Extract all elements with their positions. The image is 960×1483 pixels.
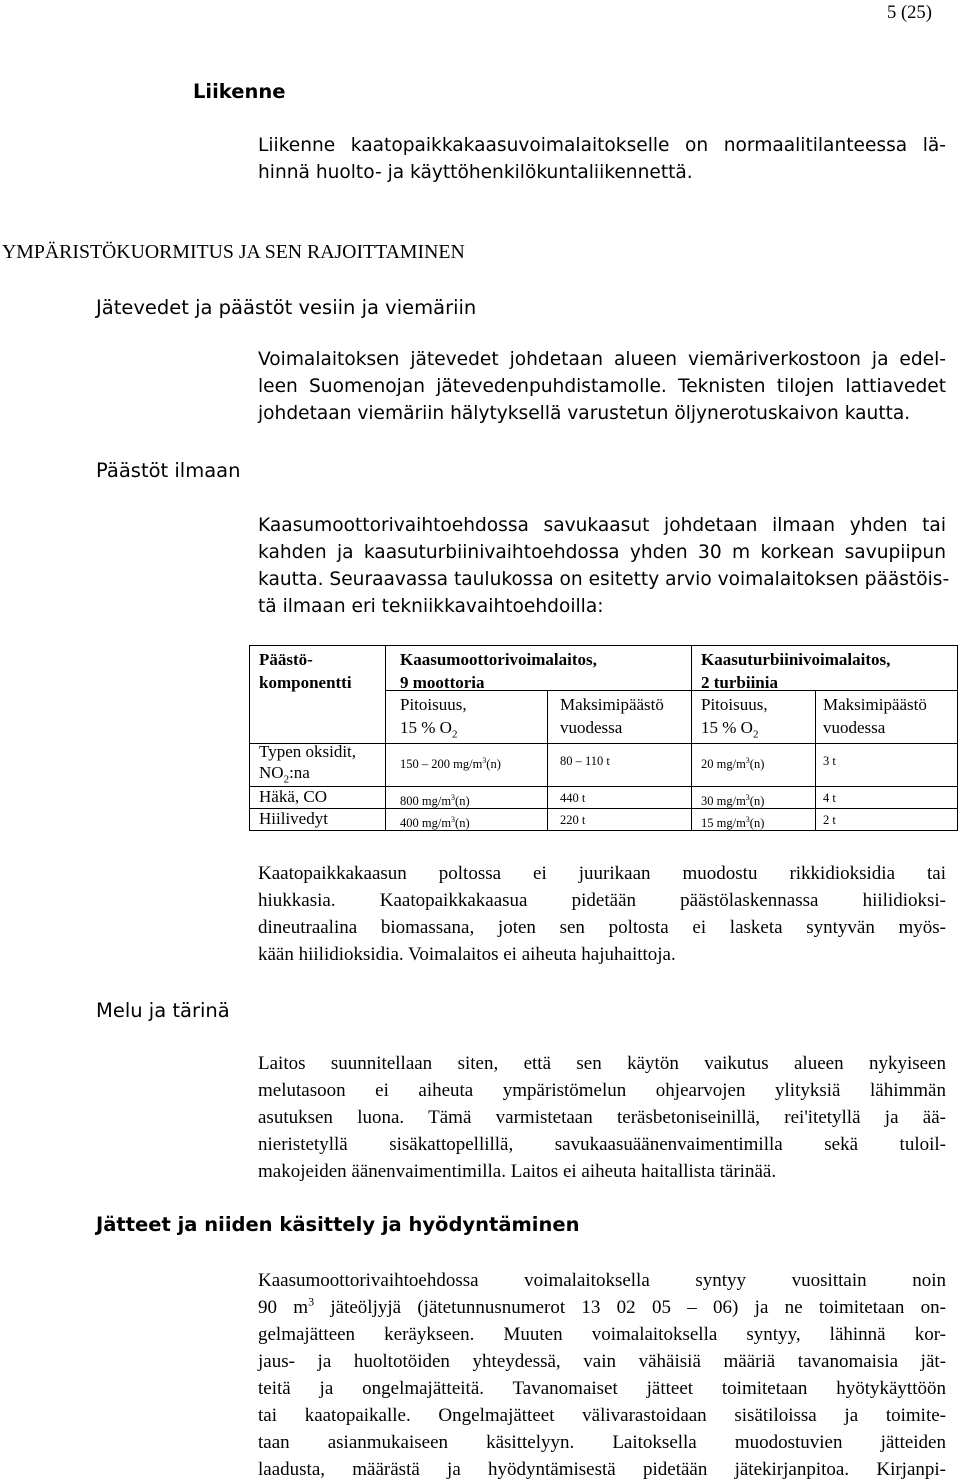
table-cell-engine-max: 440 t <box>560 791 586 805</box>
text-line: gelmajätteen keräykseen. Muuten voimalaitoksella syntyy, lähinnä kor- <box>258 1324 946 1345</box>
text-line: johdetaan viemäriin hälytyksellä varustetun öljynerotuskaivon kautta. <box>258 403 911 424</box>
table-row-component: Häkä, CO <box>259 787 327 806</box>
table-row-component: Typen oksidit, $NO_2:na$ <box>259 742 357 786</box>
text-line: dineutraalina biomassana, joten sen poltosta ei lasketa syntyvän myös- <box>258 917 946 938</box>
text-line: tä ilmaan eri tekniikkavaihtoehdoilla: <box>258 596 604 617</box>
table-cell-turbine-concentration: 30 $mg/m^3(n)$ <box>701 793 765 809</box>
table-cell-turbine-max: 3 t <box>823 754 836 768</box>
text-line: makojeiden äänenvaimentimilla. Laitos ei aiheuta haitallista tärinää. <box>258 1161 777 1182</box>
table-cell-turbine-max: 4 t <box>823 791 836 805</box>
header-engine-max: Maksimipäästö vuodessa <box>560 695 664 737</box>
text-line: kahden ja kaasuturbiinivaihtoehdossa yhden 30 m korkean savupiipun <box>258 542 946 563</box>
text-line: teitä ja ongelmajätteitä. Tavanomaiset jätteet toimitetaan hyötykäyttöön <box>258 1378 946 1399</box>
text-line: 90 $m^3$ jäteöljyjä (jätetunnusnumerot 13 02 05 – 06) ja ne toimitetaan on- <box>258 1294 946 1318</box>
text-line: Laitos suunnitellaan siten, että sen käytön vaikutus alueen nykyiseen <box>258 1053 946 1074</box>
section-heading-waste: Jätteet ja niiden käsittely ja hyödyntäminen <box>96 1213 580 1236</box>
text-line: hinnä huolto- ja käyttöhenkilökuntaliikennettä. <box>258 162 693 183</box>
table-cell-engine-concentration: 400 $mg/m^3(n)$ <box>400 815 470 831</box>
text-line: asutuksen luona. Tämä varmistetaan teräsbetoniseinillä, rei'itetyllä ja ää- <box>258 1107 946 1128</box>
text-line: kautta. Seuraavassa taulukossa on esitetty arvio voimalaitoksen päästöis- <box>258 569 950 590</box>
section-heading-traffic: Liikenne <box>193 80 286 103</box>
section-heading-noise: Melu ja tärinä <box>96 999 230 1022</box>
paragraph-waste <box>258 1267 946 1483</box>
text-line: Voimalaitoksen jätevedet johdetaan alueen viemäriverkostoon ja edel- <box>258 349 946 370</box>
text-line: Kaatopaikkakaasun poltossa ei juurikaan muodostu rikkidioksidia tai <box>258 863 946 884</box>
header-turbine-plant: Kaasuturbiinivoimalaitos, 2 turbiinia <box>701 650 891 692</box>
paragraph-air <box>258 512 950 620</box>
table-cell-turbine-concentration: 20 $mg/m^3(n)$ <box>701 756 765 772</box>
header-engine-plant: Kaasumoottorivoimalaitos, 9 moottoria <box>400 650 597 692</box>
paragraph-wastewater <box>258 346 946 427</box>
table-cell-engine-max: 80 – 110 t <box>560 754 610 768</box>
header-turbine-concentration: Pitoisuus, 15 % $O_2$ <box>701 695 768 741</box>
table-cell-engine-concentration: 800 $mg/m^3(n)$ <box>400 793 470 809</box>
text-line: leen Suomenojan jätevedenpuhdistamolle. Teknisten tilojen lattiavedet <box>258 376 946 397</box>
text-line: melutasoon ei aiheuta ympäristömelun ohjearvojen ylityksiä lähimmän <box>258 1080 946 1101</box>
paragraph-air-after-table <box>258 860 946 968</box>
text-line: hiukkasia. Kaatopaikkakaasua pidetään päästölaskennassa hiilidioksi- <box>258 890 946 911</box>
section-heading-air: Päästöt ilmaan <box>96 459 241 482</box>
paragraph-noise <box>258 1050 946 1185</box>
main-heading: YMPÄRISTÖKUORMITUS JA SEN RAJOITTAMINEN <box>2 241 465 263</box>
section-heading-wastewater: Jätevedet ja päästöt vesiin ja viemäriin <box>96 296 477 319</box>
table-row-component: Hiilivedyt <box>259 809 328 828</box>
text-line: Liikenne kaatopaikkakaasuvoimalaitokselle on normaalitilanteessa lä- <box>258 135 946 156</box>
table-cell-engine-max: 220 t <box>560 813 586 827</box>
table-cell-turbine-concentration: 15 $mg/m^3(n)$ <box>701 815 765 831</box>
text-line: Kaasumoottorivaihtoehdossa voimalaitoksella syntyy vuosittain noin <box>258 1270 946 1291</box>
text-line: Kaasumoottorivaihtoehdossa savukaasut johdetaan ilmaan yhden tai <box>258 515 946 536</box>
table-cell-turbine-max: 2 t <box>823 813 836 827</box>
page-number: 5 (25) <box>887 2 932 23</box>
text-line: jaus- ja huoltotöiden yhteydessä, vain vähäisiä määriä tavanomaisia jät- <box>258 1351 946 1372</box>
text-line: nieristetyllä sisäkattopellillä, savukaasuäänenvaimentimilla sekä tuloil- <box>258 1134 946 1155</box>
text-line: taan asianmukaiseen käsittelyyn. Laitoksella muodostuvien jätteiden <box>258 1432 946 1453</box>
header-engine-concentration: Pitoisuus, 15 % $O_2$ <box>400 695 467 741</box>
header-component: Päästö- komponentti <box>259 650 352 692</box>
header-turbine-max: Maksimipäästö vuodessa <box>823 695 927 737</box>
text-line: kään hiilidioksidia. Voimalaitos ei aiheuta hajuhaittoja. <box>258 944 676 965</box>
table-cell-engine-concentration: 150 – 200 $mg/m^3(n)$ <box>400 756 501 772</box>
paragraph-traffic <box>258 132 946 186</box>
text-line: tai kaatopaikalle. Ongelmajätteet välivarastoidaan sisätiloissa ja toimite- <box>258 1405 946 1426</box>
text-line: laadusta, määrästä ja hyödyntämisestä pidetään jätekirjanpitoa. Kirjanpi- <box>258 1459 946 1480</box>
